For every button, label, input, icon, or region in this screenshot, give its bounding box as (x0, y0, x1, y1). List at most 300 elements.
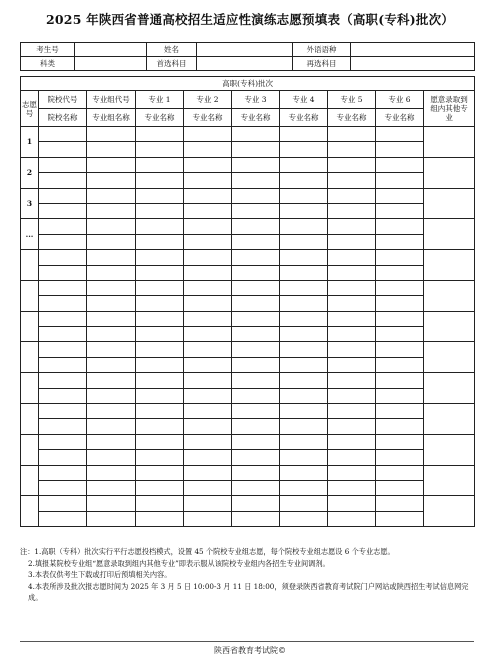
major-cell[interactable] (232, 311, 280, 326)
major-cell[interactable] (232, 450, 280, 465)
adjust-cell[interactable] (424, 280, 475, 311)
table-row (21, 450, 475, 465)
group-name-cell[interactable] (87, 173, 136, 188)
major-cell[interactable] (184, 311, 232, 326)
note-1: 注：1.高职（专科）批次实行平行志愿投档模式，设置 45 个院校专业组志愿，每个院校专业组志愿设 6 个专业志愿。 (20, 547, 395, 556)
table-row (21, 357, 475, 372)
major-cell[interactable] (184, 419, 232, 434)
major-cell[interactable] (136, 511, 184, 526)
major-cell[interactable] (184, 157, 232, 172)
table-row (21, 373, 475, 388)
major-cell[interactable] (232, 327, 280, 342)
school-code-cell[interactable] (39, 342, 87, 357)
major-cell[interactable] (280, 157, 328, 172)
major-cell[interactable] (328, 157, 376, 172)
major-cell[interactable] (328, 265, 376, 280)
major-cell[interactable] (280, 511, 328, 526)
adjust-cell[interactable] (424, 127, 475, 158)
volunteer-number: 2 (21, 157, 39, 188)
major-1-header: 专业 1 (136, 91, 184, 109)
major-cell[interactable] (184, 280, 232, 295)
major-cell[interactable] (328, 296, 376, 311)
adjust-cell[interactable] (424, 250, 475, 281)
major-cell[interactable] (376, 480, 424, 495)
adjust-cell[interactable] (424, 157, 475, 188)
group-name-cell[interactable] (87, 142, 136, 157)
major-cell[interactable] (328, 388, 376, 403)
footer-divider (20, 641, 474, 642)
major-cell[interactable] (184, 203, 232, 218)
group-name-cell[interactable] (87, 357, 136, 372)
major-cell[interactable] (184, 327, 232, 342)
table-row (21, 419, 475, 434)
school-name-cell[interactable] (39, 327, 87, 342)
major-cell[interactable] (184, 434, 232, 449)
major-cell[interactable] (328, 327, 376, 342)
major-cell[interactable] (328, 311, 376, 326)
student-info-table (20, 42, 475, 71)
major-cell[interactable] (136, 434, 184, 449)
school-name-cell[interactable] (39, 480, 87, 495)
group-code-cell[interactable] (87, 465, 136, 480)
group-name-cell[interactable] (87, 234, 136, 249)
school-code-cell[interactable] (39, 127, 87, 142)
second-subject-field[interactable] (351, 57, 475, 71)
major-cell[interactable] (232, 373, 280, 388)
adjust-cell[interactable] (424, 188, 475, 219)
major-cell[interactable] (328, 250, 376, 265)
major-cell[interactable] (280, 404, 328, 419)
major-cell[interactable] (376, 388, 424, 403)
school-code-cell[interactable] (39, 404, 87, 419)
table-row (21, 142, 475, 157)
major-cell[interactable] (376, 127, 424, 142)
major-cell[interactable] (280, 219, 328, 234)
major-cell[interactable] (184, 250, 232, 265)
volunteer-number (21, 434, 39, 465)
major-cell[interactable] (232, 388, 280, 403)
footer: 陕西省教育考试院© (214, 646, 286, 655)
major-cell[interactable] (136, 388, 184, 403)
major-cell[interactable] (376, 265, 424, 280)
group-code-cell[interactable] (87, 311, 136, 326)
major-name-header: 专业名称 (136, 109, 184, 127)
major-cell[interactable] (136, 265, 184, 280)
major-cell[interactable] (376, 450, 424, 465)
table-row (21, 188, 475, 203)
table-row (21, 434, 475, 449)
major-name-header: 专业名称 (184, 109, 232, 127)
major-cell[interactable] (280, 265, 328, 280)
exam-no-field[interactable] (75, 43, 147, 57)
table-row (21, 511, 475, 526)
major-cell[interactable] (280, 388, 328, 403)
major-cell[interactable] (136, 327, 184, 342)
major-cell[interactable] (232, 142, 280, 157)
category-field[interactable] (75, 57, 147, 71)
major-cell[interactable] (328, 142, 376, 157)
group-name-cell[interactable] (87, 327, 136, 342)
major-cell[interactable] (232, 173, 280, 188)
major-cell[interactable] (184, 465, 232, 480)
volunteer-table (20, 76, 475, 527)
major-name-header: 专业名称 (280, 109, 328, 127)
note-4: 4.本表所涉及批次报志愿时间为 2025 年 3 月 5 日 10:00-3 月 11 日 18:00，须登录陕西省教育考试院门户网站或陕西招生考试信息网完成。 (28, 581, 469, 602)
table-row (21, 127, 475, 142)
group-code-cell[interactable] (87, 373, 136, 388)
name-label: 姓名 (147, 43, 197, 57)
major-cell[interactable] (184, 357, 232, 372)
major-cell[interactable] (376, 511, 424, 526)
major-cell[interactable] (376, 142, 424, 157)
major-cell[interactable] (280, 142, 328, 157)
school-name-cell[interactable] (39, 142, 87, 157)
first-subject-label: 首选科目 (147, 57, 197, 71)
group-name-cell[interactable] (87, 511, 136, 526)
major-cell[interactable] (376, 296, 424, 311)
category-label: 科类 (21, 57, 75, 71)
table-row (21, 265, 475, 280)
note-2: 2.填报某院校专业组“愿意录取到组内其他专业”即表示服从该院校专业组内各招生专业间调剂。 (28, 558, 330, 568)
school-code-cell[interactable] (39, 465, 87, 480)
major-cell[interactable] (232, 265, 280, 280)
major-cell[interactable] (280, 357, 328, 372)
major-cell[interactable] (280, 173, 328, 188)
group-name-cell[interactable] (87, 296, 136, 311)
major-cell[interactable] (232, 250, 280, 265)
major-cell[interactable] (136, 357, 184, 372)
page-title: 2025 年陕西省普通高校招生适应性演练志愿预填表（高职(专科)批次） (46, 12, 454, 27)
major-cell[interactable] (280, 234, 328, 249)
school-name-cell[interactable] (39, 173, 87, 188)
school-code-header: 院校代号 (39, 91, 87, 109)
volunteer-number: 1 (21, 127, 39, 158)
major-cell[interactable] (280, 465, 328, 480)
table-row (21, 280, 475, 295)
table-row (21, 203, 475, 218)
major-cell[interactable] (328, 434, 376, 449)
major-cell[interactable] (328, 188, 376, 203)
group-name-cell[interactable] (87, 450, 136, 465)
adjust-cell[interactable] (424, 465, 475, 496)
major-cell[interactable] (136, 404, 184, 419)
major-cell[interactable] (232, 280, 280, 295)
table-row (21, 296, 475, 311)
table-row (21, 234, 475, 249)
major-cell[interactable] (184, 127, 232, 142)
major-cell[interactable] (136, 496, 184, 511)
table-row (21, 157, 475, 172)
school-code-cell[interactable] (39, 219, 87, 234)
major-cell[interactable] (136, 157, 184, 172)
table-row (21, 327, 475, 342)
group-code-cell[interactable] (87, 127, 136, 142)
major-cell[interactable] (376, 311, 424, 326)
major-6-header: 专业 6 (376, 91, 424, 109)
major-cell[interactable] (328, 127, 376, 142)
major-cell[interactable] (232, 157, 280, 172)
school-code-cell[interactable] (39, 496, 87, 511)
major-cell[interactable] (184, 219, 232, 234)
adjust-header: 愿意录取到组内其他专业 (424, 91, 475, 127)
major-cell[interactable] (328, 373, 376, 388)
major-cell[interactable] (136, 250, 184, 265)
volunteer-number (21, 311, 39, 342)
table-row (21, 404, 475, 419)
group-name-cell[interactable] (87, 388, 136, 403)
adjust-cell[interactable] (424, 219, 475, 250)
table-row (21, 173, 475, 188)
school-code-cell[interactable] (39, 188, 87, 203)
major-cell[interactable] (376, 327, 424, 342)
major-cell[interactable] (328, 280, 376, 295)
major-cell[interactable] (136, 203, 184, 218)
group-name-cell[interactable] (87, 419, 136, 434)
volunteer-number (21, 250, 39, 281)
group-code-cell[interactable] (87, 496, 136, 511)
major-cell[interactable] (280, 480, 328, 495)
exam-no-label: 考生号 (21, 43, 75, 57)
major-cell[interactable] (136, 127, 184, 142)
major-cell[interactable] (232, 511, 280, 526)
adjust-cell[interactable] (424, 311, 475, 342)
major-5-header: 专业 5 (328, 91, 376, 109)
major-cell[interactable] (280, 419, 328, 434)
major-cell[interactable] (280, 203, 328, 218)
adjust-cell[interactable] (424, 496, 475, 527)
major-cell[interactable] (376, 250, 424, 265)
major-cell[interactable] (184, 188, 232, 203)
major-cell[interactable] (376, 419, 424, 434)
major-cell[interactable] (328, 419, 376, 434)
major-cell[interactable] (184, 373, 232, 388)
major-cell[interactable] (376, 173, 424, 188)
major-cell[interactable] (136, 311, 184, 326)
major-cell[interactable] (280, 434, 328, 449)
major-cell[interactable] (376, 434, 424, 449)
major-cell[interactable] (232, 480, 280, 495)
major-cell[interactable] (184, 265, 232, 280)
group-name-cell[interactable] (87, 203, 136, 218)
first-subject-field[interactable] (197, 57, 293, 71)
group-name-cell[interactable] (87, 480, 136, 495)
major-cell[interactable] (328, 203, 376, 218)
table-row (21, 342, 475, 357)
major-cell[interactable] (376, 203, 424, 218)
major-cell[interactable] (136, 342, 184, 357)
school-name-cell[interactable] (39, 296, 87, 311)
major-cell[interactable] (328, 496, 376, 511)
major-cell[interactable] (184, 173, 232, 188)
major-cell[interactable] (328, 450, 376, 465)
major-cell[interactable] (328, 173, 376, 188)
volunteer-number: 3 (21, 188, 39, 219)
group-code-cell[interactable] (87, 434, 136, 449)
major-name-header: 专业名称 (232, 109, 280, 127)
major-cell[interactable] (376, 234, 424, 249)
language-field[interactable] (351, 43, 475, 57)
major-cell[interactable] (280, 296, 328, 311)
major-cell[interactable] (280, 311, 328, 326)
group-code-cell[interactable] (87, 404, 136, 419)
note-3: 3.本表仅供考生下载或打印后预填相关内容。 (28, 570, 172, 579)
major-cell[interactable] (136, 188, 184, 203)
group-name-cell[interactable] (87, 265, 136, 280)
major-cell[interactable] (184, 142, 232, 157)
major-cell[interactable] (280, 342, 328, 357)
major-cell[interactable] (376, 188, 424, 203)
major-cell[interactable] (184, 234, 232, 249)
school-name-header: 院校名称 (39, 109, 87, 127)
major-cell[interactable] (232, 496, 280, 511)
major-cell[interactable] (376, 496, 424, 511)
group-code-cell[interactable] (87, 219, 136, 234)
major-cell[interactable] (280, 373, 328, 388)
group-code-cell[interactable] (87, 342, 136, 357)
table-row (21, 219, 475, 234)
major-cell[interactable] (136, 450, 184, 465)
group-name-header: 专业组名称 (87, 109, 136, 127)
major-cell[interactable] (280, 188, 328, 203)
major-cell[interactable] (136, 480, 184, 495)
major-cell[interactable] (376, 342, 424, 357)
major-cell[interactable] (184, 511, 232, 526)
major-cell[interactable] (184, 404, 232, 419)
major-name-header: 专业名称 (376, 109, 424, 127)
major-cell[interactable] (280, 496, 328, 511)
volunteer-number: ... (21, 219, 39, 250)
major-4-header: 专业 4 (280, 91, 328, 109)
major-cell[interactable] (376, 404, 424, 419)
group-code-header: 专业组代号 (87, 91, 136, 109)
major-cell[interactable] (328, 357, 376, 372)
major-cell[interactable] (280, 450, 328, 465)
major-cell[interactable] (232, 465, 280, 480)
group-code-cell[interactable] (87, 280, 136, 295)
school-code-cell[interactable] (39, 250, 87, 265)
major-cell[interactable] (280, 327, 328, 342)
major-cell[interactable] (376, 219, 424, 234)
batch-header: 高职(专科)批次 (21, 77, 475, 91)
major-cell[interactable] (232, 419, 280, 434)
major-cell[interactable] (136, 296, 184, 311)
school-name-cell[interactable] (39, 265, 87, 280)
major-cell[interactable] (376, 280, 424, 295)
school-name-cell[interactable] (39, 203, 87, 218)
major-cell[interactable] (136, 280, 184, 295)
notes (20, 546, 476, 604)
language-label: 外语语种 (293, 43, 351, 57)
volunteer-no-header: 志愿号 (21, 91, 39, 127)
major-cell[interactable] (328, 342, 376, 357)
major-cell[interactable] (328, 480, 376, 495)
volunteer-number (21, 404, 39, 435)
major-cell[interactable] (232, 127, 280, 142)
major-cell[interactable] (232, 404, 280, 419)
school-code-cell[interactable] (39, 311, 87, 326)
school-code-cell[interactable] (39, 280, 87, 295)
table-row (21, 388, 475, 403)
group-code-cell[interactable] (87, 157, 136, 172)
major-cell[interactable] (328, 511, 376, 526)
table-row (21, 480, 475, 495)
second-subject-label: 再选科目 (293, 57, 351, 71)
school-name-cell[interactable] (39, 234, 87, 249)
major-cell[interactable] (184, 496, 232, 511)
major-cell[interactable] (280, 127, 328, 142)
major-cell[interactable] (328, 404, 376, 419)
major-name-header: 专业名称 (328, 109, 376, 127)
table-row (21, 250, 475, 265)
school-name-cell[interactable] (39, 357, 87, 372)
major-cell[interactable] (280, 250, 328, 265)
major-cell[interactable] (232, 234, 280, 249)
major-cell[interactable] (136, 419, 184, 434)
school-name-cell[interactable] (39, 388, 87, 403)
school-name-cell[interactable] (39, 450, 87, 465)
name-field[interactable] (197, 43, 293, 57)
major-cell[interactable] (184, 296, 232, 311)
major-cell[interactable] (136, 465, 184, 480)
volunteer-number (21, 342, 39, 373)
volunteer-number (21, 465, 39, 496)
major-cell[interactable] (376, 157, 424, 172)
adjust-cell[interactable] (424, 342, 475, 373)
adjust-cell[interactable] (424, 434, 475, 465)
major-3-header: 专业 3 (232, 91, 280, 109)
major-cell[interactable] (136, 219, 184, 234)
major-cell[interactable] (328, 219, 376, 234)
group-code-cell[interactable] (87, 188, 136, 203)
major-cell[interactable] (136, 142, 184, 157)
major-cell[interactable] (232, 357, 280, 372)
major-cell[interactable] (376, 465, 424, 480)
table-row (21, 311, 475, 326)
major-cell[interactable] (232, 188, 280, 203)
major-cell[interactable] (232, 219, 280, 234)
table-row (21, 465, 475, 480)
major-cell[interactable] (232, 342, 280, 357)
major-cell[interactable] (184, 480, 232, 495)
school-code-cell[interactable] (39, 157, 87, 172)
adjust-cell[interactable] (424, 373, 475, 404)
major-cell[interactable] (136, 173, 184, 188)
volunteer-number (21, 373, 39, 404)
major-cell[interactable] (232, 434, 280, 449)
school-code-cell[interactable] (39, 373, 87, 388)
major-cell[interactable] (376, 373, 424, 388)
school-code-cell[interactable] (39, 434, 87, 449)
major-cell[interactable] (184, 388, 232, 403)
major-cell[interactable] (136, 234, 184, 249)
major-cell[interactable] (328, 465, 376, 480)
major-cell[interactable] (328, 234, 376, 249)
volunteer-number (21, 496, 39, 527)
major-cell[interactable] (136, 373, 184, 388)
major-cell[interactable] (232, 203, 280, 218)
adjust-cell[interactable] (424, 404, 475, 435)
group-code-cell[interactable] (87, 250, 136, 265)
major-cell[interactable] (280, 280, 328, 295)
major-cell[interactable] (232, 296, 280, 311)
volunteer-number (21, 280, 39, 311)
school-name-cell[interactable] (39, 511, 87, 526)
major-cell[interactable] (184, 450, 232, 465)
major-cell[interactable] (184, 342, 232, 357)
school-name-cell[interactable] (39, 419, 87, 434)
major-cell[interactable] (376, 357, 424, 372)
table-row (21, 496, 475, 511)
